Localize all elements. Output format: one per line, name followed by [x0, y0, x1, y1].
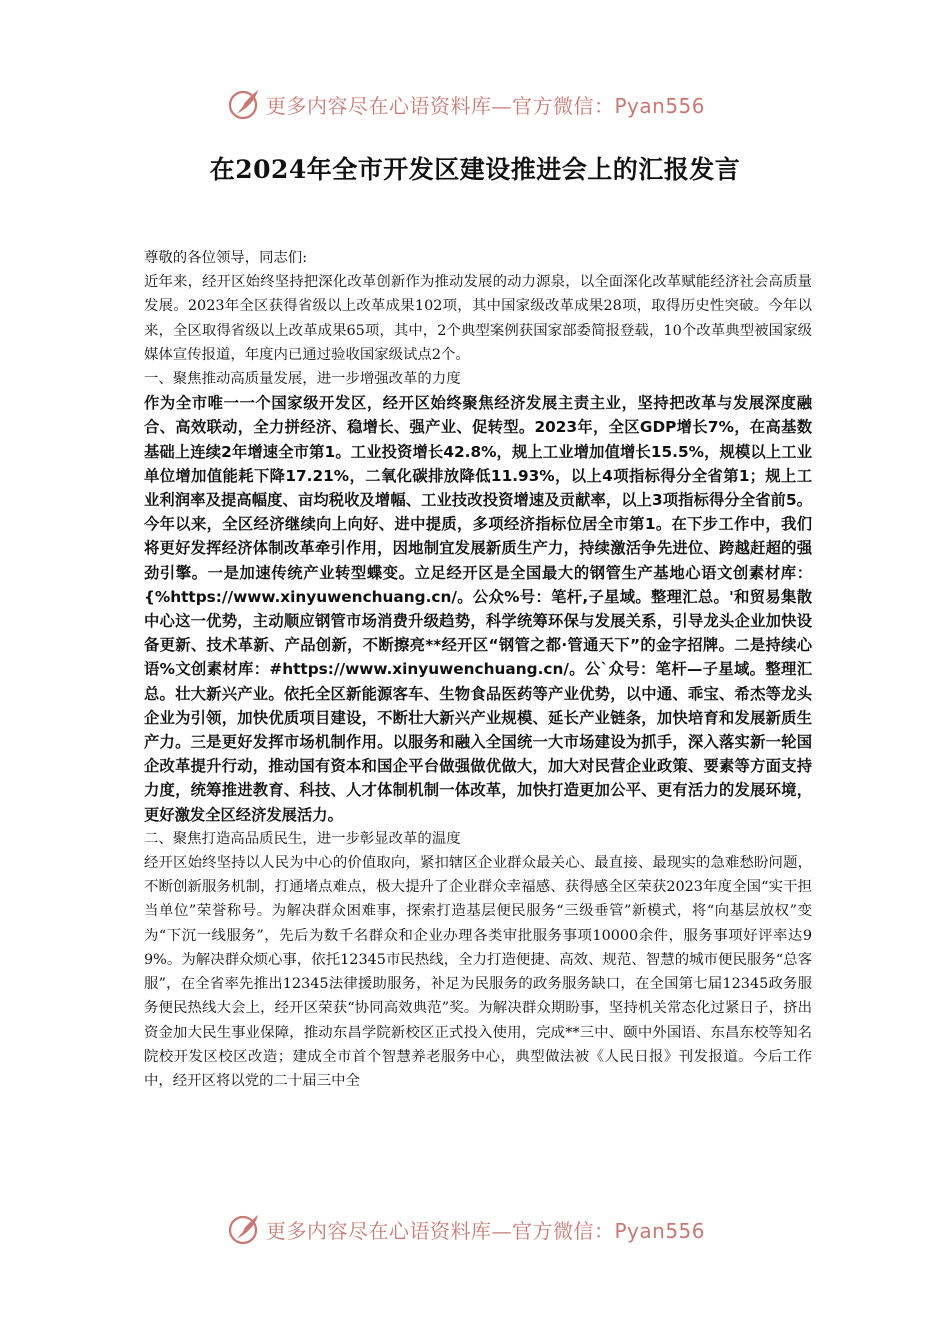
banner-slogan: 更多内容尽在心语资料库—官方微信：	[266, 93, 615, 118]
section-1-heading: 一、聚焦推动高质量发展，进一步增强改革的力度	[144, 371, 461, 388]
quill-pen-logo-icon	[226, 1211, 262, 1247]
section-1-body: 作为全市唯一一个国家级开发区，经开区始终聚焦经济发展主责主业，坚持把改革与发展深度融合、高效联动，全力拼经济、稳增长、强产业、促转型。2023年，全区GDP增长7%，在高基数基础上连续2年增速全市第1。工业投资增长42.8%，规上工业增加值增长15.5%，规模以上工业单位增加值能耗下降17.21%，二氧化碳排放降低11.93%，以上4项指标得分全省第1；规上工业利润率及提高幅度、亩均税收及增幅、工业技改投资增速及贡献率，以上3项指标得分全省前5。今年以来，全区经济继续向上向好、进中提质，多项经济指标位居全市第1。在下步工作中，我们将更好发挥经济体制改革牵引作用，因地制宜发展新质生产力，持续激活争先进位、跨越赶超的强劲引擎。一是加速传统产业转型蝶变。立足经开区是全国最大的钢管生产基地心语文创素材库：{%https://www.xinyuwenchuang.cn/。公众%号：笔杆,子星域。整理汇总。'和贸易集散中心这一优势，主动顺应钢管市场消费升级趋势，科学统筹环保与发展关系，引导龙头企业加快设备更新、技术革新、产品创新，不断擦亮**经开区“钢管之都·管通天下”的金字招牌。二是持续心语%文创素材库：#https://www.xinyuwenchuang.cn/。公`众号：笔杆—子星域。整理汇总。壮大新兴产业。依托全区新能源客车、生物食品医药等产业优势，以中通、乖宝、希杰等龙头企业为引领，加快优质项目建设，不断壮大新兴产业规模、延长产业链条，加快培育和发展新质生产力。三是更好发挥市场机制作用。以服务和融入全国统一大市场建设为抓手，深入落实新一轮国企改革提升行动，推动国有资本和国企平台做强做优做大，加大对民营企业政策、要素等方面支持力度，统筹推进教育、科技、人才体制机制一体改革，加快打造更加公平、更有活力的发展环境，更好激发全区经济发展活力。	[144, 394, 812, 824]
quill-pen-logo-icon	[226, 86, 262, 122]
bottom-watermark-banner	[226, 1211, 726, 1247]
banner-text	[266, 90, 705, 119]
banner-wechat-handle: Pyan556	[614, 93, 706, 118]
document-title: 在2024年全市开发区建设推进会上的汇报发言	[209, 155, 741, 184]
section-2-body: 经开区始终坚持以人民为中心的价值取向，紧扣辖区企业群众最关心、最直接、最现实的急难愁盼问题，不断创新服务机制，打通堵点难点，极大提升了企业群众幸福感、获得感全区荣获2023年度全国“实干担当单位”荣誉称号。为解决群众困难事，探索打造基层便民服务“三级垂管”新模式，将“向基层放权”变为“下沉一线服务”，先后为数千名群众和企业办理各类审批服务事项10000余件，服务事项好评率达99%。为解决群众烦心事，依托12345市民热线，全力打造便捷、高效、规范、智慧的城市便民服务“总客服”，在全省率先推出12345法律援助服务，补足为民服务的政务服务缺口，在全国第七届12345政务服务便民热线大会上，经开区荣获“协同高效典范”奖。为解决群众期盼事，坚持机关常态化过紧日子，挤出资金加大民生事业保障，推动东昌学院新校区正式投入使用，完成**三中、颐中外国语、东昌东校等知名院校开发区校区改造；建成全市首个智慧养老服务中心，典型做法被《人民日报》刊发报道。今后工作中，经开区将以党的二十届三中全	[144, 855, 812, 1089]
salutation: 尊敬的各位领导，同志们:	[144, 250, 308, 266]
top-watermark-banner	[226, 86, 726, 122]
banner-text	[266, 1215, 705, 1244]
banner-slogan: 更多内容尽在心语资料库—官方微信：	[266, 1218, 615, 1243]
banner-wechat-handle: Pyan556	[614, 1218, 706, 1243]
document-body	[144, 246, 812, 1089]
intro-paragraph: 近年来，经开区始终坚持把深化改革创新作为推动发展的动力源泉，以全面深化改革赋能经济社会高质量发展。2023年全区获得省级以上改革成果102项，其中国家级改革成果28项，取得历史性突破。今年以来，全区取得省级以上改革成果65项，其中，2个典型案例获国家部委简报登载，10个改革典型被国家级媒体宣传报道，年度内已通过验收国家级试点2个。	[144, 274, 812, 363]
section-2-heading: 二、聚焦打造高品质民生，进一步彰显改革的温度	[144, 830, 461, 847]
